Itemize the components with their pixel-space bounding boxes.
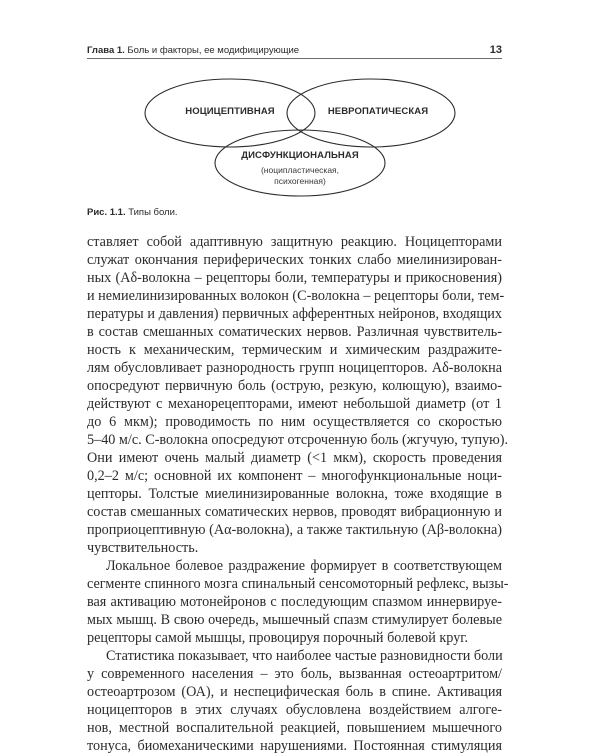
- venn-figure: [0, 0, 600, 205]
- venn-label-dysfunctional: ДИСФУНКЦИОНАЛЬНАЯ: [241, 150, 359, 161]
- text-line: Локальное болевое раздражение формирует в соответствующем: [106, 558, 502, 574]
- chapter-title: Боль и факторы, ее модифицирующие: [124, 45, 300, 56]
- venn-label-neuropathic: НЕВРОПАТИЧЕСКАЯ: [327, 106, 429, 117]
- text-line: вая активацию мотонейронов с последующим спазмом иннервируе-: [87, 594, 502, 610]
- text-line: сегменте спинного мозга спинальный сенсомоторный рефлекс, вызы-: [87, 576, 509, 592]
- text-line: 0,2–2 м/с; основной их компонент – многофункциональные ноци-: [87, 468, 502, 484]
- page-number: 13: [489, 44, 502, 56]
- caption-label: Рис. 1.1.: [87, 207, 126, 218]
- text-line: проприоцептивную (Aα-волокна), а также тактильную (Aβ-волокна): [87, 522, 502, 538]
- text-line: и немиелинизированных волокон (С-волокна – рецепторы боли, тем-: [87, 288, 505, 304]
- text-line: до 6 мкм); проводимость по ним осуществляется со скоростью: [87, 414, 502, 430]
- text-line: остеоартрозом (ОА), и неспецифическая боль в спине. Активация: [87, 684, 502, 700]
- text-line: 5–40 м/с. С-волокна опосредуют отсроченную боль (жгучую, тупую).: [87, 432, 509, 448]
- venn-label-nociceptive: НОЦИЦЕПТИВНАЯ: [185, 106, 275, 117]
- text-line: мых мышц. В свою очередь, мышечный спазм стимулирует болевые: [87, 612, 502, 628]
- text-line: нов, местной воспалительной реакцией, повышением мышечного: [87, 720, 502, 736]
- text-line: пературы и давления) первичных афферентных нейронов, входящих: [87, 306, 502, 322]
- text-line: в состав смешанных соматических нервов. Различная чувствитель-: [87, 324, 502, 340]
- body-text: [87, 233, 509, 755]
- text-line: служат окончания периферических тонких слабо миелинизирован-: [87, 252, 502, 268]
- text-line: ноцицепторов в этих случаях обусловлена воздействием алгоге-: [87, 702, 502, 718]
- text-line: рецепторы самой мышцы, провоцируя порочный болевой круг.: [87, 630, 469, 646]
- figure-caption: [87, 207, 178, 218]
- chapter-label: Глава 1.: [87, 45, 125, 56]
- text-line: тонуса, биомеханическими нарушениями. Постоянная стимуляция: [87, 738, 502, 754]
- venn-sublabel-line1: (ноципластическая,: [260, 165, 340, 175]
- text-line: состав смешанных соматических нервов, проводят вибрационную и: [87, 504, 502, 520]
- text-line: ность к механическим, термическим и химическим раздражите-: [87, 342, 502, 358]
- venn-sublabel-line2: психогенная): [274, 176, 326, 186]
- text-line: действуют с механорецепторами, имеют небольшой диаметр (от 1: [87, 396, 502, 412]
- text-line: чувствительность.: [87, 540, 199, 556]
- text-line: Статистика показывает, что наиболее частые разновидности боли: [106, 648, 503, 664]
- text-line: лям обусловливает разнородность групп ноцицепторов. Aδ-волокна: [87, 360, 502, 376]
- text-line: ставляет собой адаптивную защитную реакцию. Ноцицепторами: [87, 234, 502, 250]
- text-line: ных (Aδ-волокна – рецепторы боли, температуры и прикосновения): [87, 270, 502, 286]
- text-line: Они имеют очень малый диаметр (<1 мкм), скорость проведения: [87, 450, 502, 466]
- text-line: у современного населения – это боль, вызванная остеоартритом/: [87, 666, 502, 682]
- text-line: опосредуют первичную боль (острую, резкую, колющую), взаимо-: [87, 378, 502, 394]
- caption-text: Типы боли.: [125, 207, 178, 218]
- text-line: цепторы. Толстые миелинизированные волокна, тоже входящие в: [87, 486, 502, 502]
